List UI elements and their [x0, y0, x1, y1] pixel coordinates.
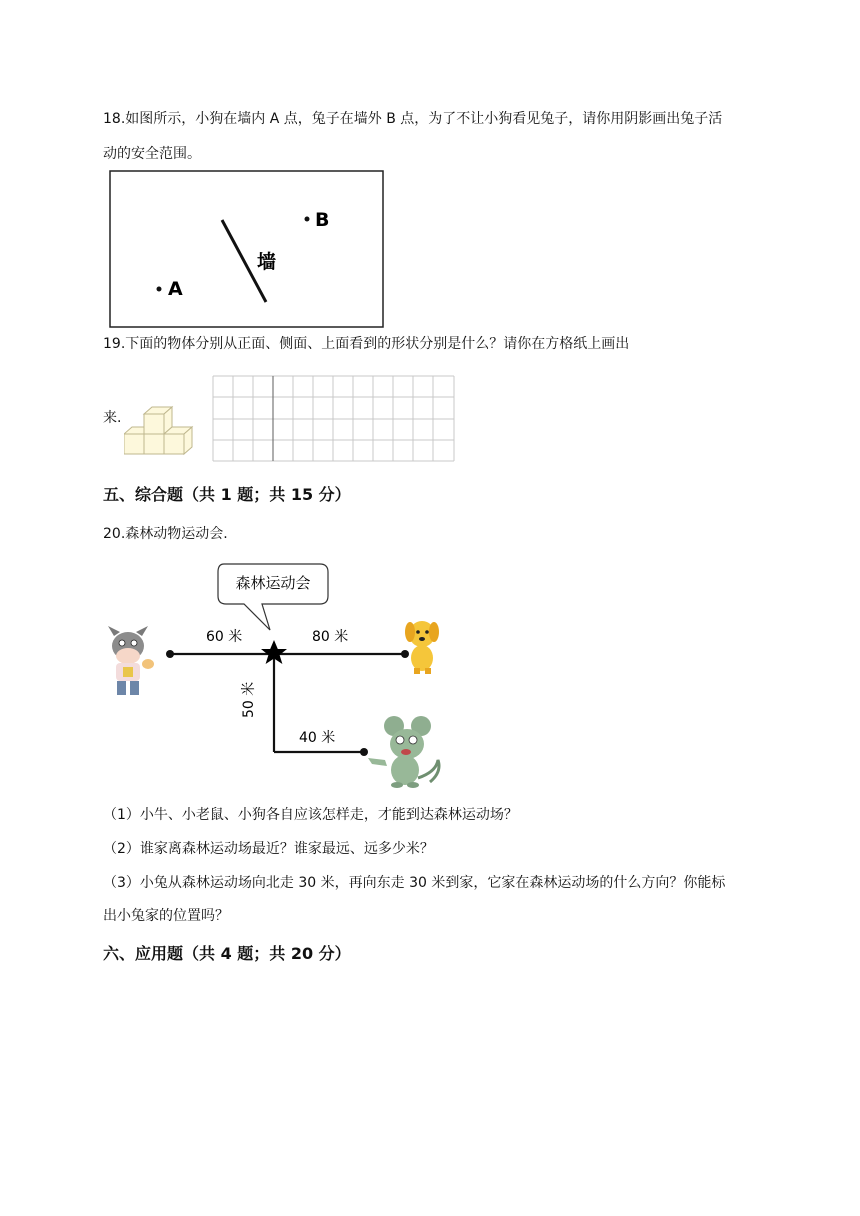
- section5-title: 五、综合题（共 1 题；共 15 分）: [103, 485, 351, 504]
- q18-figure: [109, 170, 385, 330]
- point-b-dot: [305, 217, 310, 222]
- distance-left-label: 60 米: [206, 629, 243, 645]
- wall-label: 墙: [257, 251, 277, 273]
- mouse-endpoint: [360, 748, 368, 756]
- point-a-dot: [157, 287, 162, 292]
- grid-paper[interactable]: [212, 375, 456, 463]
- mouse-icon: [368, 716, 439, 788]
- section6-title: 六、应用题（共 4 题；共 20 分）: [103, 944, 351, 963]
- distance-bottom-label: 40 米: [299, 730, 336, 746]
- distance-right-label: 80 米: [312, 629, 349, 645]
- q20-map: [100, 558, 460, 792]
- dog-endpoint: [401, 650, 409, 658]
- q19-text-line2: 来.: [103, 410, 122, 426]
- cow-endpoint: [166, 650, 174, 658]
- q20-text: 20.森林动物运动会.: [103, 526, 228, 542]
- q20-sub1: （1）小牛、小老鼠、小狗各自应该怎样走，才能到达森林运动场？: [103, 807, 518, 823]
- q18-text-line2: 动的安全范围。: [103, 146, 201, 162]
- q20-sub3-line1: （3）小兔从森林运动场向北走 30 米，再向东走 30 米到家，它家在森林运动场的什么方向？你能标: [103, 875, 726, 891]
- q18-frame: [110, 171, 383, 327]
- q19-text-line1: 19.下面的物体分别从正面、侧面、上面看到的形状分别是什么？请你在方格纸上画出: [103, 336, 630, 352]
- distance-down-label: 50 米: [241, 681, 257, 718]
- q18-text-line1: 18.如图所示，小狗在墙内 A 点，兔子在墙外 B 点，为了不让小狗看见兔子，请你用阴影画出兔子活: [103, 111, 723, 127]
- cow-icon: [108, 626, 154, 695]
- point-b-label: B: [315, 209, 330, 231]
- dog-icon: [405, 621, 439, 674]
- q20-sub2: （2）谁家离森林运动场最近？谁家最远、远多少米？: [103, 841, 434, 857]
- cube-stack-figure: [124, 405, 194, 459]
- point-a-label: A: [168, 278, 183, 300]
- bubble-text: 森林运动会: [235, 574, 311, 592]
- q20-sub3-line2: 出小兔家的位置吗？: [103, 908, 229, 924]
